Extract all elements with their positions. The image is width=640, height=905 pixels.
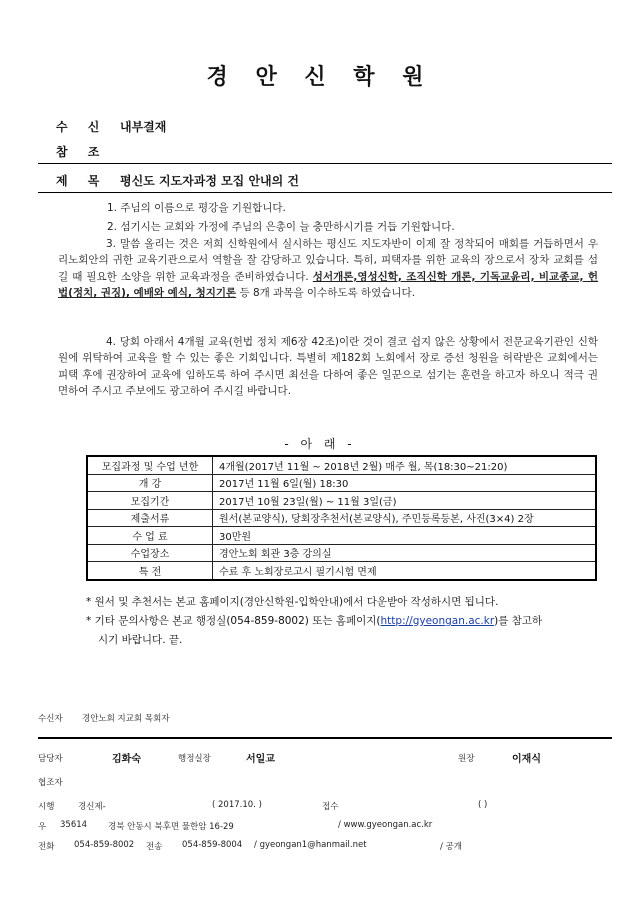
info-key: 수업장소 bbox=[87, 544, 213, 562]
website-link[interactable]: / www.gyeongan.ac.kr bbox=[338, 820, 433, 830]
info-key: 모집과정 및 수업 년한 bbox=[87, 456, 213, 474]
info-table bbox=[86, 455, 597, 581]
director-label: 원장 bbox=[458, 754, 475, 764]
address: 경북 안동시 북후면 물한암 16-29 bbox=[108, 822, 234, 832]
recipient-value: 내부결재 bbox=[120, 120, 167, 134]
recipient-label: 수 신 bbox=[56, 120, 108, 134]
enforce-label: 시행 bbox=[38, 802, 55, 812]
postal-label: 우 bbox=[38, 822, 47, 832]
info-row bbox=[87, 474, 596, 492]
info-key: 모집기간 bbox=[87, 492, 213, 510]
public-label: / 공개 bbox=[440, 842, 462, 852]
info-key: 특 전 bbox=[87, 562, 213, 580]
info-row bbox=[87, 562, 596, 580]
info-value: 4개월(2017년 11월 ~ 2018년 2월) 매주 월, 목(18:30~21:20) bbox=[213, 456, 597, 474]
info-value: 2017년 10월 23일(월) ~ 11월 3일(금) bbox=[213, 492, 597, 510]
note-2: * 기타 문의사항은 본교 행정실(054-859-8002) 또는 홈페이지(http://gyeongan.ac.kr)를 참고하 bbox=[86, 615, 543, 627]
document-title: 경 안 신 학 원 bbox=[206, 65, 434, 90]
info-value: 2017년 11월 6일(월) 18:30 bbox=[213, 474, 597, 492]
subject-value: 평신도 지도자과정 모집 안내의 건 bbox=[120, 174, 300, 188]
paragraph-3: 3. 말씀 올리는 것은 저희 신학원에서 실시하는 평신도 지도자반이 이제 잘 정착되어 매회를 거듭하면서 우리노회안의 귀한 교육기관으로서 역할을 잘 감당하고 있습니다. 특히, 피택자를 위한 교육의 장으로서 장차 교회를 섬길 때 필요한 소양을 위한 교육과정을 준비하였습니다. 성서개론,영성신학, 조직신학 개론, 기독교윤리, 비교종교, 헌법(정치, 권징), 예배와 예식, 청지기론 등 8개 과목을 이수하도록 하였습니다. bbox=[58, 238, 598, 300]
fax-number: 054-859-8004 bbox=[182, 840, 243, 850]
fax-label: 전송 bbox=[146, 842, 163, 852]
info-row bbox=[87, 527, 596, 545]
below-heading: - 아 래 - bbox=[284, 437, 356, 451]
paragraph-1: 1. 주님의 이름으로 평강을 기원합니다. bbox=[107, 202, 286, 214]
enforce-value: 경신제- bbox=[78, 802, 106, 812]
receipt-label: 접수 bbox=[322, 802, 339, 812]
footer-divider bbox=[38, 737, 612, 739]
info-value: 경안노회 회관 3층 강의실 bbox=[213, 544, 597, 562]
info-key: 개 강 bbox=[87, 474, 213, 492]
admin-name: 서일교 bbox=[246, 754, 275, 765]
header-divider-bottom bbox=[38, 192, 612, 193]
info-row bbox=[87, 456, 596, 474]
postal-code: 35614 bbox=[60, 820, 88, 830]
receipt-value: ( ) bbox=[478, 800, 488, 810]
paragraph-2: 2. 섬기시는 교회와 가정에 주님의 은총이 늘 충만하시기를 거듭 기원합니다. bbox=[107, 221, 455, 233]
header-divider-top bbox=[38, 163, 612, 164]
note-2-continued: 시기 바랍니다. 끝. bbox=[98, 634, 183, 646]
info-row bbox=[87, 509, 596, 527]
officer-label: 담당자 bbox=[38, 754, 63, 764]
subject-label: 제 목 bbox=[56, 174, 108, 188]
admin-label: 행정실장 bbox=[178, 754, 211, 764]
recipients-label: 수신자 bbox=[38, 714, 63, 724]
course-list: 성서개론,영성신학, 조직신학 개론, 기독교윤리, 비교종교, 헌법(정치, 권징), 예배와 예식, 청지기론 bbox=[58, 270, 598, 300]
info-value: 원서(본교양식), 당회장추천서(본교양식), 주민등록등본, 사진(3×4) 2장 bbox=[213, 509, 597, 527]
enforce-date: ( 2017.10. ) bbox=[212, 800, 262, 810]
info-row bbox=[87, 492, 596, 510]
recipients-value: 경안노회 지교회 목회자 bbox=[82, 714, 170, 724]
phone-number: 054-859-8002 bbox=[74, 840, 135, 850]
info-key: 수 업 료 bbox=[87, 527, 213, 545]
info-row bbox=[87, 544, 596, 562]
phone-label: 전화 bbox=[38, 842, 55, 852]
info-value: 수료 후 노회장로고시 필기시험 면제 bbox=[213, 562, 597, 580]
email-link[interactable]: / gyeongan1@hanmail.net bbox=[254, 840, 367, 850]
homepage-link[interactable]: http://gyeongan.ac.kr bbox=[380, 615, 495, 627]
note-1: * 원서 및 추천서는 본교 홈페이지(경안신학원-입학안내)에서 다운받아 작성하시면 됩니다. bbox=[86, 596, 499, 608]
cooperator-label: 협조자 bbox=[38, 778, 63, 788]
director-name: 이재식 bbox=[512, 754, 541, 765]
info-value: 30만원 bbox=[213, 527, 597, 545]
info-key: 제출서류 bbox=[87, 509, 213, 527]
reference-label: 참 조 bbox=[56, 145, 108, 159]
officer-name: 김화숙 bbox=[112, 754, 141, 765]
paragraph-4: 4. 당회 아래서 4개월 교육(헌법 정치 제6장 42조)이란 것이 결코 쉽지 않은 상황에서 전문교육기관인 신학원에 위탁하여 교육을 할 수 있는 좋은 기회입니다. 특별히 제182회 노회에서 장로 증선 청원을 허락받은 교회에서는 피택 후에 권장하여 교육에 임하도록 하여 주시면 최선을 다하여 좋은 일꾼으로 섬기는 훈련을 하고자 하오니 적극 권면하여 주시고 주보에도 광고하여 주시길 바랍니다. bbox=[58, 336, 598, 398]
